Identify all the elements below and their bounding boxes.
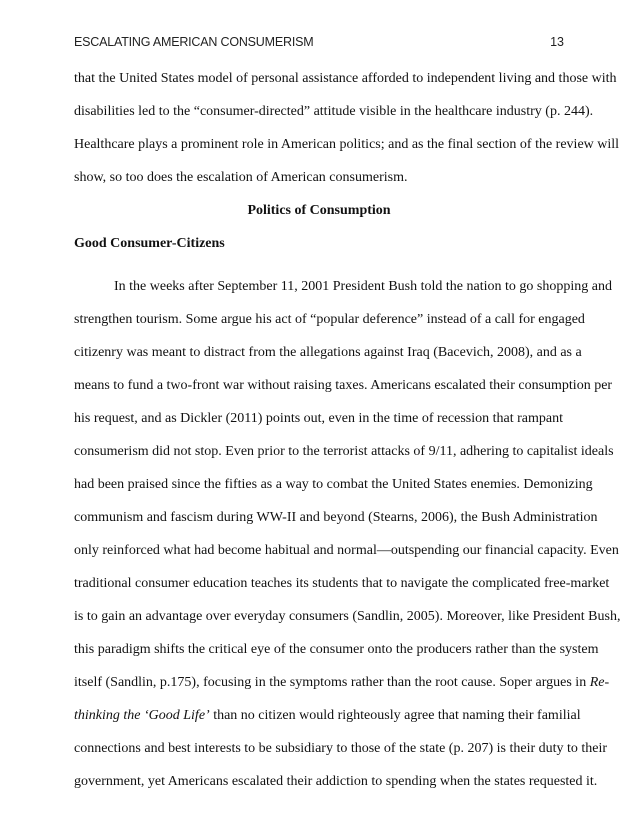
paragraph-line: his request, and as Dickler (2011) points out, even in the time of recession that rampant bbox=[74, 411, 563, 426]
paragraph-line: citizenry was meant to distract from the allegations against Iraq (Bacevich, 2008), and as a bbox=[74, 345, 582, 360]
paragraph-line: had been praised since the fifties as a way to combat the United States enemies. Demonizing bbox=[74, 477, 593, 492]
paragraph-line: means to fund a two-front war without raising taxes. Americans escalated their consumption per bbox=[74, 378, 613, 393]
book-title-italic: thinking the ‘Good Life’ bbox=[74, 708, 210, 723]
paragraph-line: communism and fascism during WW-II and beyond (Stearns, 2006), the Bush Administration bbox=[74, 510, 598, 525]
paragraph-line: show, so too does the escalation of American consumerism. bbox=[74, 170, 408, 185]
paragraph-line: is to gain an advantage over everyday consumers (Sandlin, 2005). Moreover, like President Bush, bbox=[74, 609, 621, 624]
paragraph-line: only reinforced what had become habitual and normal—outspending our financial capacity. Even bbox=[74, 543, 619, 558]
running-head: ESCALATING AMERICAN CONSUMERISM bbox=[74, 35, 314, 49]
paragraph-line: traditional consumer education teaches its students that to navigate the complicated free-market bbox=[74, 576, 610, 591]
paragraph-line bbox=[74, 675, 609, 691]
subsection-heading: Good Consumer-Citizens bbox=[74, 236, 225, 251]
section-heading: Politics of Consumption bbox=[247, 203, 391, 218]
line-text: than no citizen would righteously agree that naming their familial bbox=[209, 708, 581, 723]
paragraph-line bbox=[74, 708, 581, 724]
paragraph-line: In the weeks after September 11, 2001 President Bush told the nation to go shopping and bbox=[114, 279, 612, 294]
book-title-italic: Re- bbox=[589, 675, 610, 690]
page-number: 13 bbox=[550, 35, 564, 49]
paragraph-line: that the United States model of personal assistance afforded to independent living and those with bbox=[74, 71, 617, 86]
paragraph-line: government, yet Americans escalated their addiction to spending when the states requested it. bbox=[74, 774, 598, 789]
paragraph-line: this paradigm shifts the critical eye of the consumer onto the producers rather than the system bbox=[74, 642, 599, 657]
paragraph-line: strengthen tourism. Some argue his act of “popular deference” instead of a call for engaged bbox=[74, 312, 585, 327]
line-text: itself (Sandlin, p.175), focusing in the symptoms rather than the root cause. Soper argues in bbox=[74, 675, 590, 690]
paragraph-line: connections and best interests to be subsidiary to those of the state (p. 207) is their duty to their bbox=[74, 741, 608, 756]
paragraph-line: disabilities led to the “consumer-directed” attitude visible in the healthcare industry (p. 244). bbox=[74, 104, 594, 119]
paragraph-line: consumerism did not stop. Even prior to the terrorist attacks of 9/11, adhering to capitalist ideals bbox=[74, 444, 614, 459]
paragraph-line: Healthcare plays a prominent role in American politics; and as the final section of the review will bbox=[74, 137, 620, 152]
